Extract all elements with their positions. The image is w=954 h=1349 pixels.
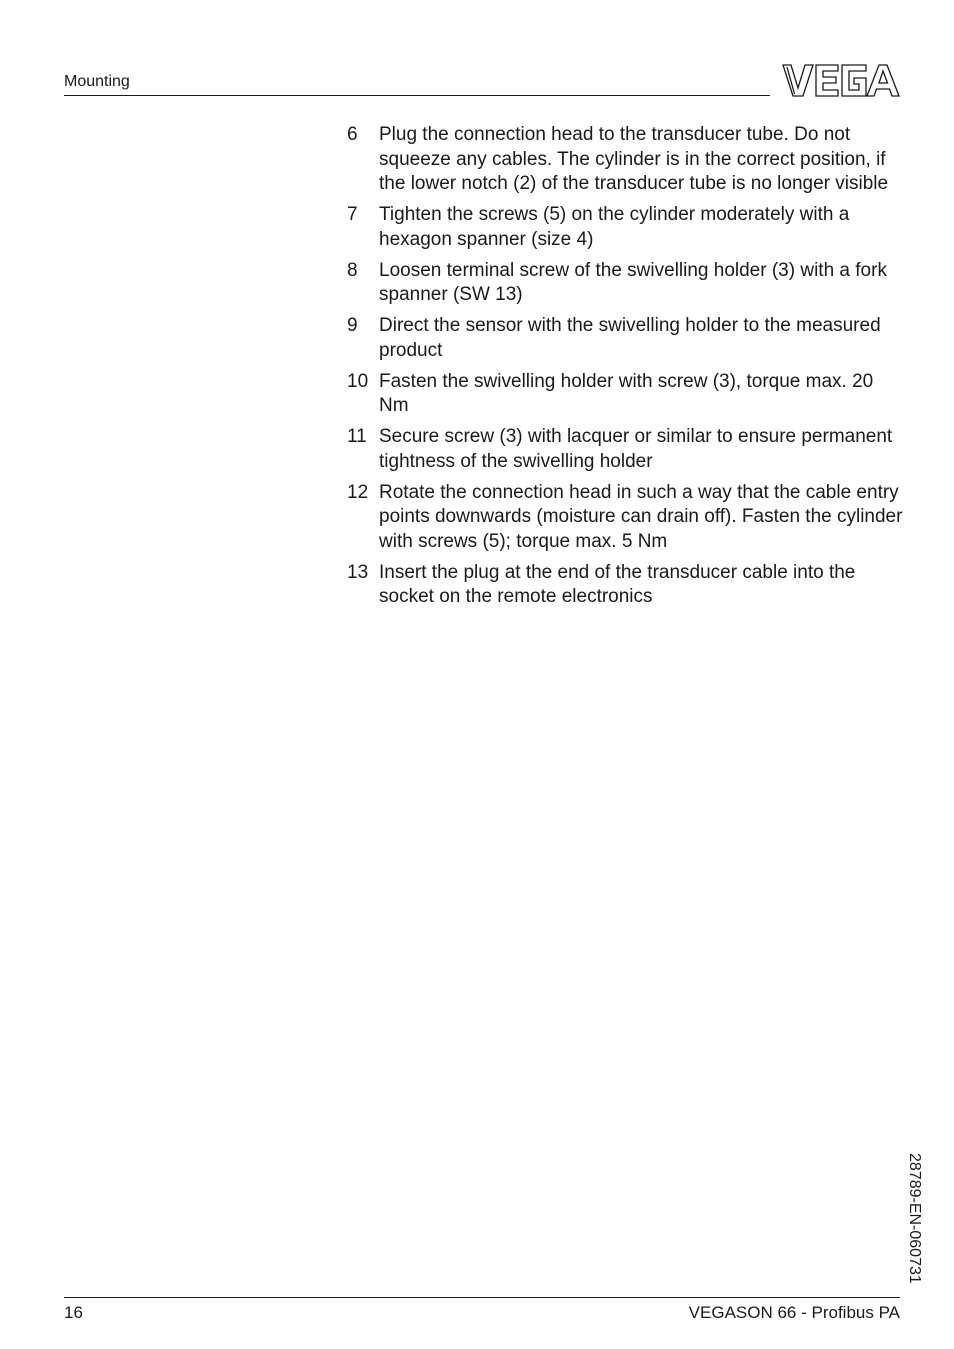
step-text: Tighten the screws (5) on the cylinder moderately with a hexagon spanner (size 4) — [379, 204, 850, 250]
header-section-title: Mounting — [64, 73, 130, 90]
step-number: 10 — [347, 370, 369, 392]
mounting-steps-list — [347, 123, 907, 616]
step-item — [347, 425, 907, 474]
step-text: Secure screw (3) with lacquer or similar to ensure permanent tightness of the swivelling holder — [379, 426, 893, 472]
step-text: Loosen terminal screw of the swivelling holder (3) with a fork spanner (SW 13) — [379, 259, 887, 306]
step-item — [347, 481, 907, 555]
step-number: 12 — [347, 481, 369, 503]
step-item — [347, 561, 907, 610]
step-number: 8 — [347, 259, 358, 281]
step-text: Plug the connection head to the transducer tube. Do not squeeze any cables. The cylinder is in the correct position, if the lower notch (2) of the transducer tube is no longer visible — [379, 124, 889, 195]
step-item — [347, 123, 907, 197]
step-item — [347, 259, 907, 308]
step-text: Insert the plug at the end of the transducer cable into the socket on the remote electronics — [379, 561, 856, 608]
document-code: 28789-EN-060731 — [906, 1153, 923, 1284]
step-text: Rotate the connection head in such a way that the cable entry points downwards (moisture can drain off). Fasten the cylinder with screws (5); torque max. 5 Nm — [379, 481, 903, 552]
step-item — [347, 370, 907, 419]
page-number: 16 — [64, 1303, 83, 1322]
header-rule — [64, 95, 770, 96]
step-number: 13 — [347, 561, 369, 583]
footer-rule — [64, 1297, 900, 1298]
step-text: Fasten the swivelling holder with screw (3), torque max. 20 Nm — [379, 370, 874, 417]
step-number: 11 — [347, 426, 367, 448]
step-item — [347, 203, 907, 252]
step-text: Direct the sensor with the swivelling holder to the measured product — [379, 315, 881, 361]
step-number: 7 — [347, 204, 358, 226]
step-number: 6 — [347, 124, 358, 145]
footer-product-title: VEGASON 66 - Profibus PA — [688, 1303, 900, 1322]
step-number: 9 — [347, 315, 358, 337]
vega-logo — [782, 64, 900, 97]
step-item — [347, 314, 907, 363]
